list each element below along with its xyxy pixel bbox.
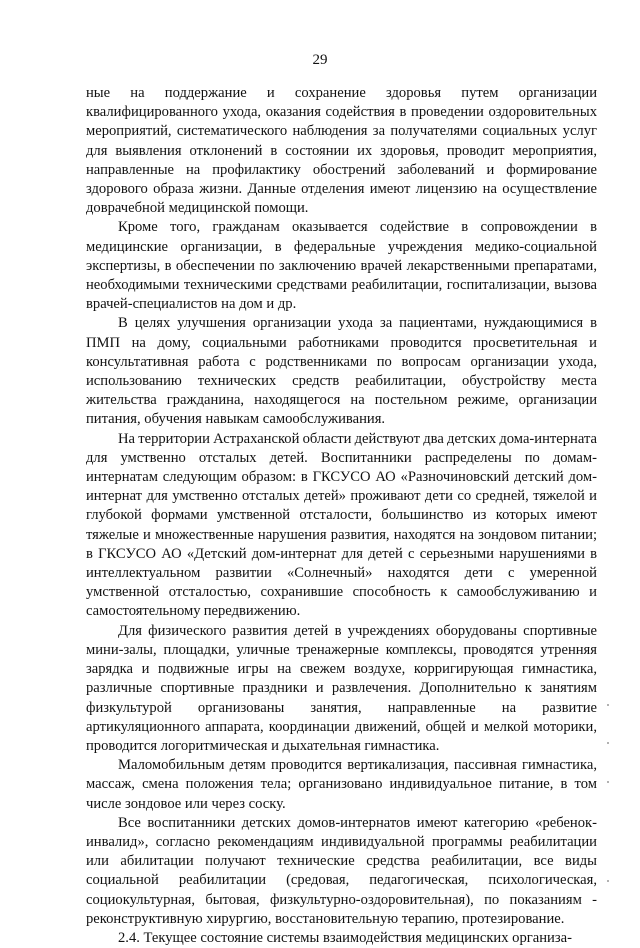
paragraph-5: Для физического развития детей в учреждениях оборудованы спортивные мини-залы, площадки, уличные тренажерные комплексы, проводятся утренняя зарядка и подвижные игры на свежем воздухе, корригирующая гимнастика, различные спортивные праздники и развлечения. Дополнительно к занятиям физкультурой организованы занятия, направленные на развитие артикуляционного аппарата, координации движений, общей и мелкой моторики, проводится логоритмическая и дыхательная гимнастика. xyxy=(86,622,597,754)
scan-speck xyxy=(607,704,609,706)
scan-speck xyxy=(607,742,609,744)
paragraph-1: ные на поддержание и сохранение здоровья путем организации квалифицированного ухода, оказания содействия в проведении оздоровительных мероприятий, систематического наблюдения за получателями социальных услуг для выявления отклонений в состоянии их здоровья, проводит мероприятия, направленные на профилактику обострений заболеваний и формирование здорового образа жизни. Данные отделения имеют лицензию на осуществление доврачебной медицинской помощи. xyxy=(86,85,597,217)
scan-speck xyxy=(607,781,609,783)
scan-speck xyxy=(607,880,609,882)
paragraph-8: 2.4. Текущее состояние системы взаимодействия медицинских организа- xyxy=(118,929,572,946)
page-number: 29 xyxy=(312,52,328,68)
paragraph-7: Все воспитанники детских домов-интернатов имеют категорию «ребенок-инвалид», согласно рекомендациям индивидуальной программы реабилитации или абилитации получают технические средства реабилитации, все виды социальной реабилитации (средовая, педагогическая, психологическая, социокультурная, бытовая, физкультурно-оздоровительная), по показаниям - реконструктивную хирургию, восстановительную терапию, протезирование. xyxy=(86,814,597,927)
paragraph-2: Кроме того, гражданам оказывается содействие в сопровождении в медицинские организации, в федеральные учреждения медико-социальной экспертизы, в обеспечении по заключению врачей лекарственными препаратами, необходимыми техническими средствами реабилитации, госпитализации, вызова врачей-специалистов на дом и др. xyxy=(86,219,597,313)
document-body xyxy=(86,84,597,948)
paragraph-3: В целях улучшения организации ухода за пациентами, нуждающимися в ПМП на дому, социальными работниками проводится просветительная и консультативная работа с родственниками по вопросам организации ухода, использованию технических средств реабилитации, обустройству места жительства гражданина, находящегося на постельном режиме, организации питания, обучения навыкам самообслуживания. xyxy=(86,315,597,428)
paragraph-6: Маломобильным детям проводится вертикализация, пассивная гимнастика, массаж, смена положения тела; организовано индивидуальное питание, в том числе зондовое или через соску. xyxy=(86,757,597,812)
paragraph-4: На территории Астраханской области действуют два детских дома-интерната для умственно отсталых детей. Воспитанники распределены по домам-интернатам следующим образом: в ГКСУСО АО «Разночиновский детский дом-интернат для умственно отсталых детей» проживают дети со средней, тяжелой и глубокой формами умственной отсталости, большинство из которых имеют тяжелые и множественные нарушения развития, находятся на зондовом питании; в ГКСУСО АО «Детский дом-интернат для детей с серьезными нарушениями в интеллектуальном развитии «Солнечный» находятся дети с умеренной умственной отсталостью, сохранившие способность к самообслуживанию и самостоятельному передвижению. xyxy=(86,430,597,620)
